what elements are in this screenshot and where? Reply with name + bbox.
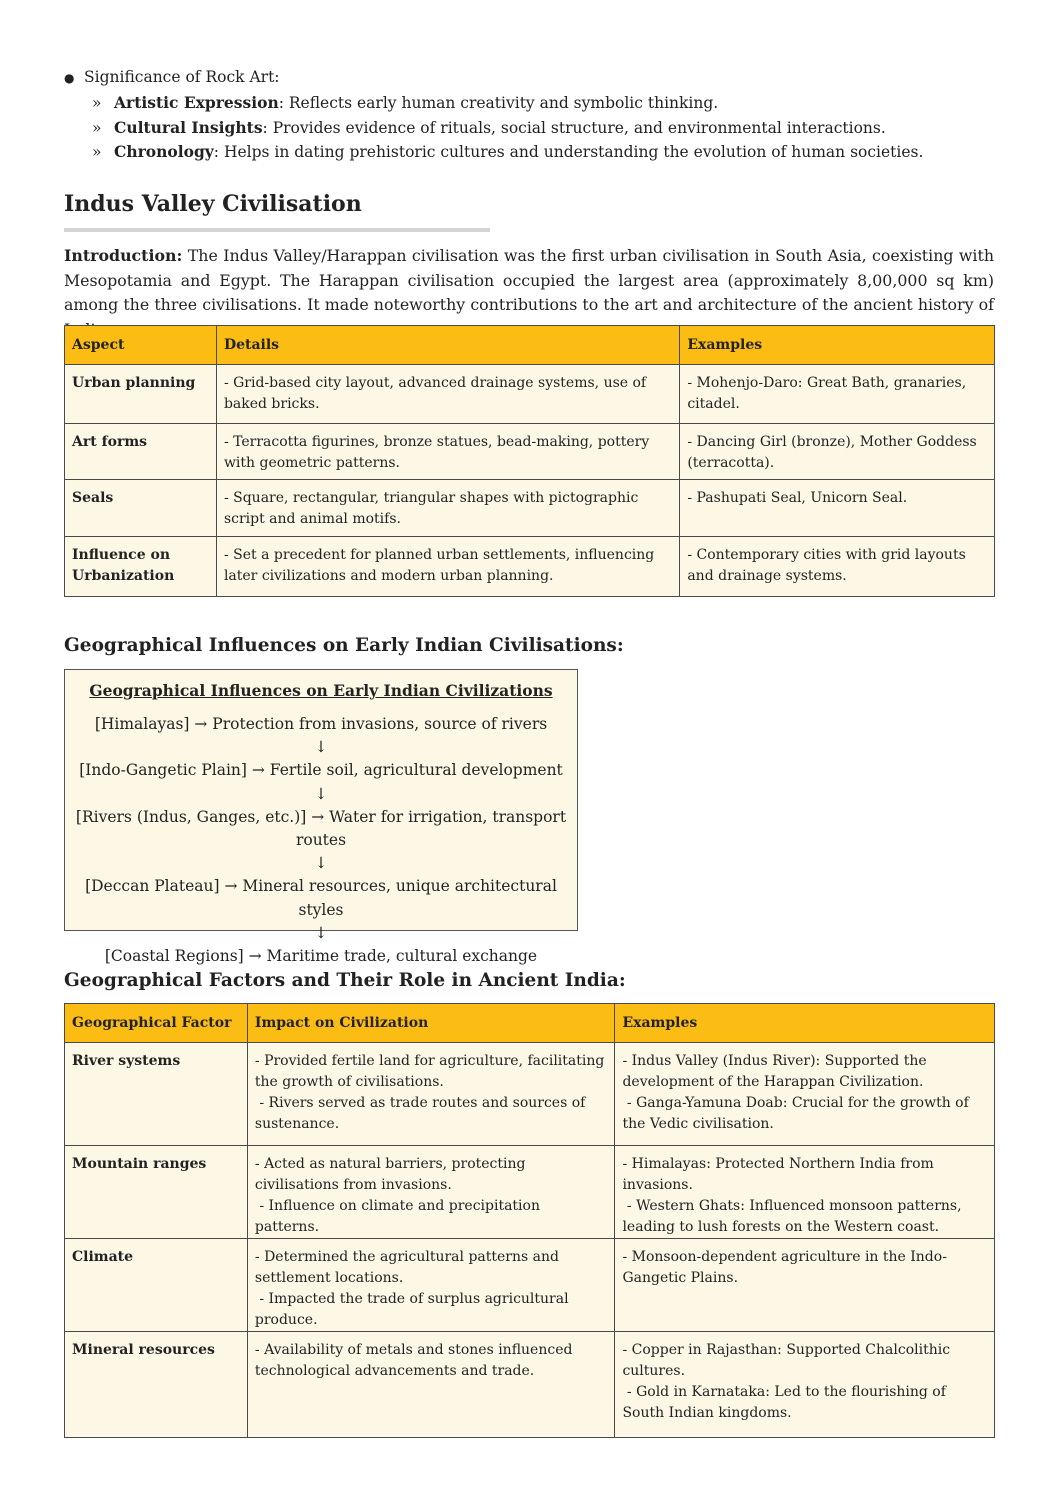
rock-art-text: : Reflects early human creativity and symbolic thinking.	[278, 94, 719, 112]
table-cell: - Copper in Rajasthan: Supported Chalcolithic cultures. - Gold in Karnataka: Led to the flourishing of South Indian kingdoms.	[615, 1332, 995, 1438]
table-cell: Art forms	[65, 424, 217, 480]
table-cell: Mountain ranges	[65, 1146, 248, 1239]
rock-art-heading: Significance of Rock Art:	[84, 68, 280, 86]
table-cell: - Pashupati Seal, Unicorn Seal.	[680, 480, 995, 537]
table-cell: - Terracotta figurines, bronze statues, bead-making, pottery with geometric patterns.	[216, 424, 679, 480]
rock-art-bullet	[64, 68, 280, 86]
chevron-right-icon: »	[92, 143, 102, 161]
rock-art-term: Artistic Expression	[114, 93, 279, 112]
table-row	[65, 537, 995, 597]
down-arrow-icon: ↓	[314, 923, 328, 942]
table-cell: - Himalayas: Protected Northern India from invasions. - Western Ghats: Influenced monsoon patterns, leading to lush forests on the Western coast.	[615, 1146, 995, 1239]
table-header-cell: Examples	[680, 326, 995, 365]
intro-label: Introduction:	[64, 246, 183, 265]
table-header-cell: Aspect	[65, 326, 217, 365]
table-cell: Climate	[65, 1239, 248, 1332]
geo-influences-box	[64, 669, 578, 966]
table-header-row	[65, 326, 995, 365]
table-cell: - Set a precedent for planned urban settlements, influencing later civilizations and modern urban planning.	[216, 537, 679, 597]
table-header-cell: Details	[216, 326, 679, 365]
table-cell: - Contemporary cities with grid layouts and drainage systems.	[680, 537, 995, 597]
table-cell: - Mohenjo-Daro: Great Bath, granaries, citadel.	[680, 365, 995, 424]
rock-art-text: : Helps in dating prehistoric cultures and understanding the evolution of human societies.	[213, 143, 924, 161]
table-header-cell: Impact on Civilization	[247, 1004, 615, 1043]
flow-line: [Indo-Gangetic Plain] → Fertile soil, agricultural development	[79, 761, 563, 780]
table-cell: River systems	[65, 1043, 248, 1146]
flow-line: [Rivers (Indus, Ganges, etc.)] → Water for irrigation, transport routes	[75, 807, 567, 850]
indus-table	[64, 325, 995, 597]
title-underline	[64, 228, 490, 232]
section-title: Indus Valley Civilisation	[64, 191, 362, 217]
rock-art-text: : Provides evidence of rituals, social structure, and environmental interactions.	[262, 119, 886, 137]
rock-art-item	[92, 118, 886, 137]
table-row	[65, 1332, 995, 1438]
down-arrow-icon: ↓	[314, 854, 328, 873]
table-cell: - Acted as natural barriers, protecting civilisations from invasions. - Influence on climate and precipitation patterns.	[247, 1146, 615, 1239]
table-row	[65, 480, 995, 537]
table-row	[65, 1239, 995, 1332]
geo-influences-heading: Geographical Influences on Early Indian Civilisations:	[64, 635, 624, 656]
down-arrow-icon: ↓	[314, 738, 328, 757]
rock-art-term: Chronology	[114, 142, 214, 161]
table-cell: Urban planning	[65, 365, 217, 424]
table-cell: - Determined the agricultural patterns and settlement locations. - Impacted the trade of surplus agricultural produce.	[247, 1239, 615, 1332]
bullet-dot-icon: ●	[64, 71, 75, 85]
table-cell: - Square, rectangular, triangular shapes with pictographic script and animal motifs.	[216, 480, 679, 537]
table-cell: - Dancing Girl (bronze), Mother Goddess (terracotta).	[680, 424, 995, 480]
table-header-cell: Geographical Factor	[65, 1004, 248, 1043]
geo-factors-table	[64, 1003, 995, 1438]
flow-line: [Deccan Plateau] → Mineral resources, unique architectural styles	[85, 877, 557, 919]
intro-text: The Indus Valley/Harappan civilisation was the first urban civilisation in South Asia, coexisting with Mesopotamia and Egypt. The Harappan civilisation occupied the largest area (approximately 8,00,000 sq km) among the three civilisations. It made noteworthy contributions to the art and architecture of the ancient history of	[64, 246, 994, 314]
table-cell: Influence on Urbanization	[65, 537, 217, 597]
chevron-right-icon: »	[92, 119, 102, 137]
table-cell: - Indus Valley (Indus River): Supported the development of the Harappan Civilization. - Ganga-Yamuna Doab: Crucial for the growth of the Vedic civilisation.	[615, 1043, 995, 1146]
table-header-cell: Examples	[615, 1004, 995, 1043]
table-cell: Mineral resources	[65, 1332, 248, 1438]
table-row	[65, 1043, 995, 1146]
table-cell: - Availability of metals and stones influenced technological advancements and trade.	[247, 1332, 615, 1438]
flow-line: [Himalayas] → Protection from invasions, source of rivers	[94, 715, 548, 733]
table-cell: - Monsoon-dependent agriculture in the Indo-Gangetic Plains.	[615, 1239, 995, 1332]
table-cell: - Grid-based city layout, advanced drainage systems, use of baked bricks.	[216, 365, 679, 424]
table-row	[65, 365, 995, 424]
table-header-row	[65, 1004, 995, 1043]
flow-line: [Coastal Regions] → Maritime trade, cultural exchange	[104, 947, 538, 966]
table-row	[65, 1146, 995, 1239]
geo-factors-heading: Geographical Factors and Their Role in Ancient India:	[64, 970, 626, 991]
rock-art-item	[92, 93, 718, 112]
table-cell: - Provided fertile land for agriculture, facilitating the growth of civilisations. - Rivers served as trade routes and sources of sustenance.	[247, 1043, 615, 1146]
box-title: Geographical Influences on Early Indian Civilizations	[89, 681, 553, 700]
chevron-right-icon: »	[92, 94, 102, 112]
table-cell: Seals	[65, 480, 217, 537]
rock-art-term: Cultural Insights	[114, 118, 263, 137]
rock-art-item	[92, 142, 923, 161]
table-row	[65, 424, 995, 480]
down-arrow-icon: ↓	[314, 784, 328, 803]
